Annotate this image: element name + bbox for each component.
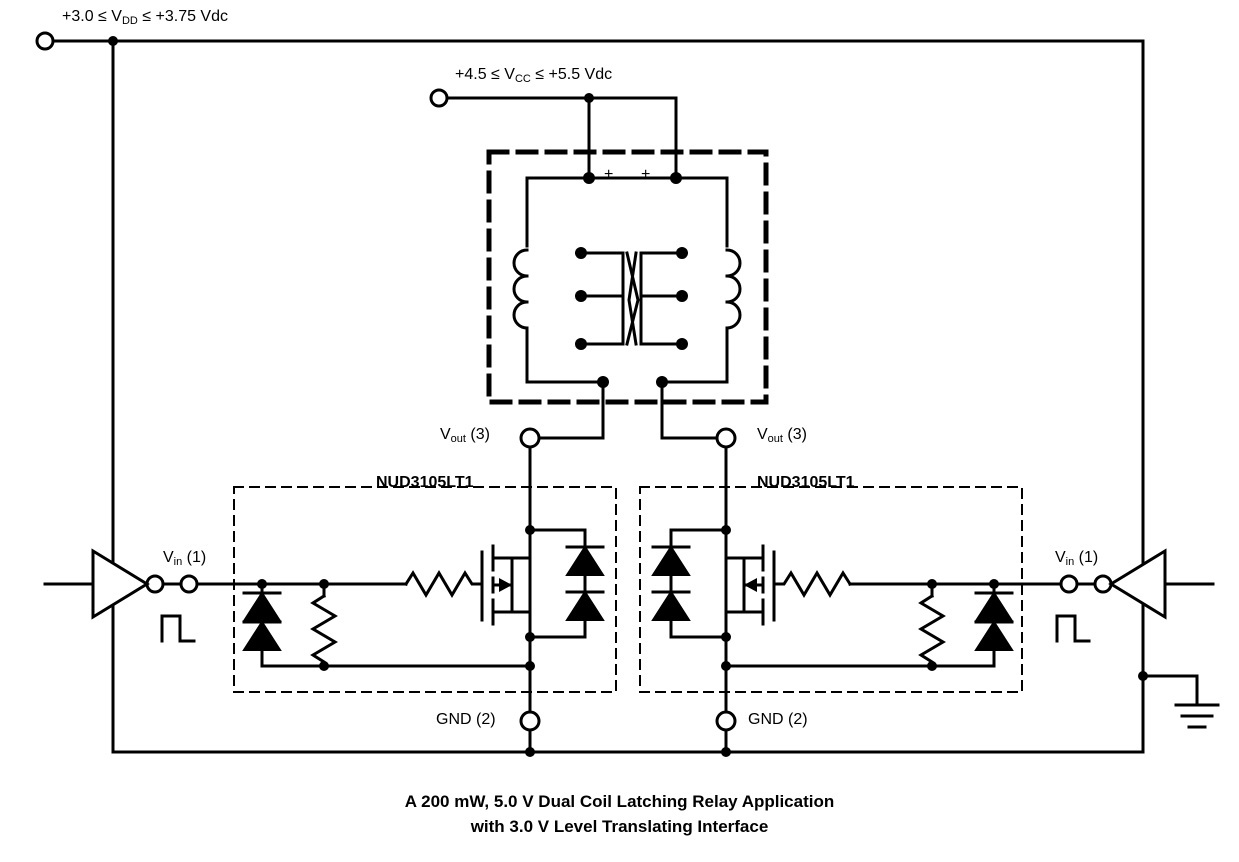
vout-left-pin [521, 429, 539, 447]
vin-right-label: $V_{in}$ (1) [1055, 549, 1099, 568]
gnd-right-label: GND (2) [748, 711, 808, 728]
right-part-number-label: NUD3105LT1 [757, 474, 855, 491]
right-input-waveform [1057, 616, 1089, 641]
vout-left-label: $V_{out}$ (3) [440, 426, 490, 445]
right-buffer-symbol [1111, 551, 1165, 617]
vin-left-node [181, 576, 197, 592]
vcc-suffix: ≤ +5.5 Vdc [530, 66, 613, 83]
vin-right-pin [1061, 576, 1077, 592]
coil-plus-right-label: + [641, 166, 651, 183]
gnd-left-label: GND (2) [436, 711, 496, 728]
relay-package-outline [489, 152, 766, 402]
left-part-number-label: NUD3105LT1 [376, 474, 474, 491]
left-buffer-symbol [93, 551, 147, 617]
right-device-outline [640, 487, 1022, 692]
vout-right-label: $V_{out}$ (3) [757, 426, 807, 445]
vdd-prefix: +3.0 ≤ V [62, 8, 122, 25]
vcc-terminal [431, 90, 447, 106]
vdd-terminal [37, 33, 53, 49]
figure-caption-line2: with 3.0 V Level Translating Interface [470, 817, 769, 836]
vdd-subscript: DD [121, 15, 138, 27]
gnd-left-pin [521, 712, 539, 730]
vin-left-label: $V_{in}$ (1) [163, 549, 207, 568]
vcc-subscript: CC [514, 73, 531, 85]
vdd-supply-label [62, 8, 228, 27]
vcc-supply-label [455, 66, 612, 85]
vcc-prefix: +4.5 ≤ V [455, 66, 515, 83]
vdd-suffix: ≤ +3.75 Vdc [137, 8, 228, 25]
figure-caption-line1: A 200 mW, 5.0 V Dual Coil Latching Relay Application [404, 792, 835, 811]
gnd-right-pin [717, 712, 735, 730]
left-device-outline [234, 487, 616, 692]
coil-plus-left-label: + [604, 166, 614, 183]
vout-right-pin [717, 429, 735, 447]
left-input-waveform [162, 616, 194, 641]
